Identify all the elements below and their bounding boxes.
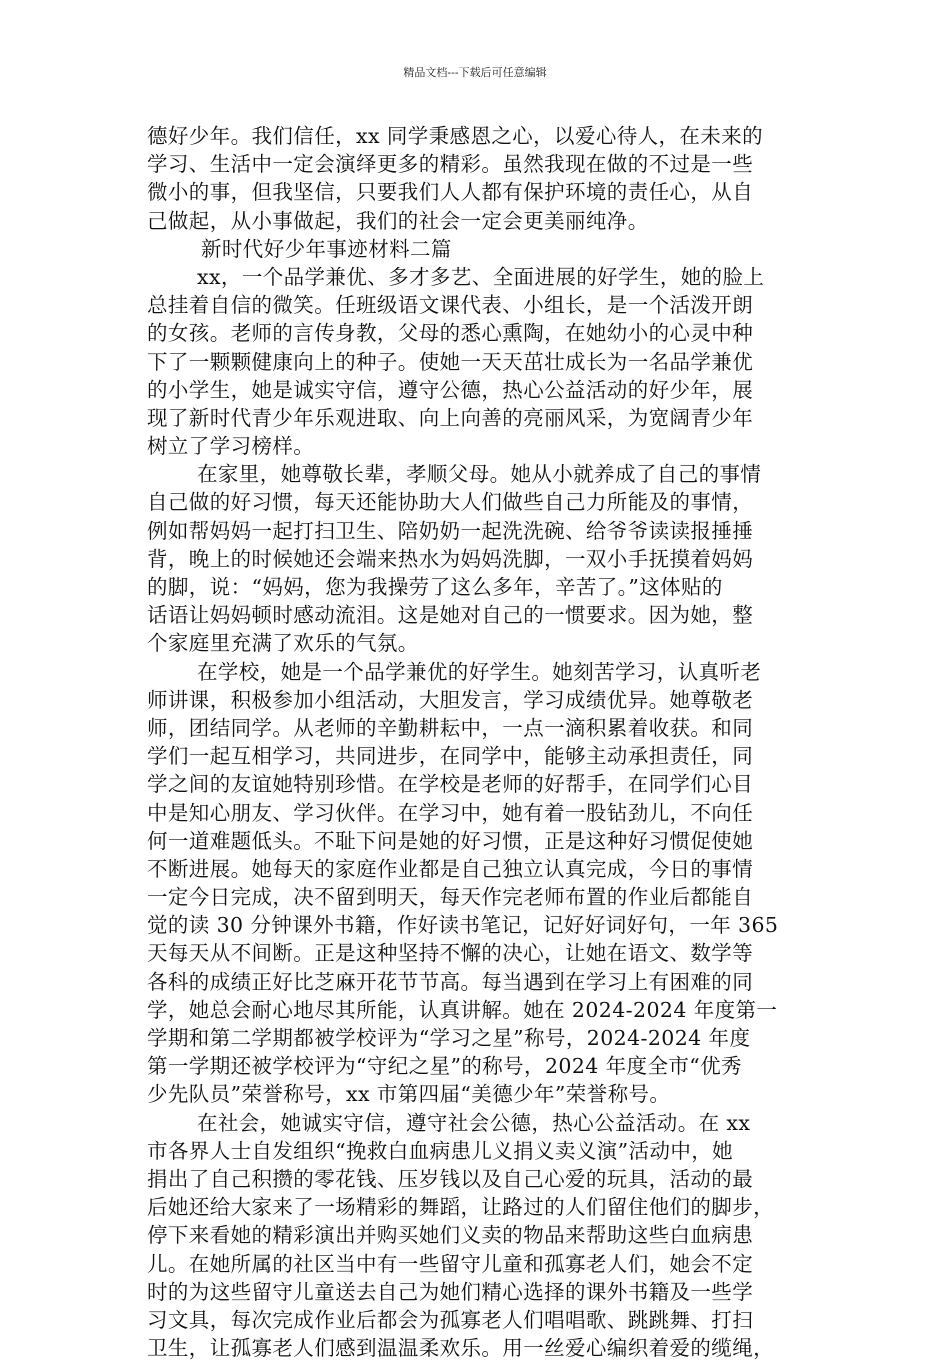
text-line: 少先队员”荣誉称号，xx 市第四届“美德少年”荣誉称号。 [147, 1082, 671, 1107]
text-line: 中是知心朋友、学习伙伴。在学习中，她有着一股钻劲儿，不向任 [147, 800, 754, 825]
text-line: 何一道难题低头。不耻下问是她的好习惯，正是这种好习惯促使她 [147, 828, 754, 853]
text-line: 市各界人士自发组织“挽救白血病患儿义捐义卖义演”活动中，她 [147, 1138, 734, 1163]
text-line: 微小的事，但我坚信，只要我们人人都有保护环境的责任心，从自 [147, 180, 754, 205]
text-line: 话语让妈妈顿时感动流泪。这是她对自己的一惯要求。因为她，整 [147, 603, 754, 628]
text-line: 卫生，让孤寡老人们感到温温柔欢乐。用一丝爱心编织着爱的缆绳， [147, 1336, 774, 1361]
text-line: 觉的读 30 分钟课外书籍，作好读书笔记，记好好词好句，一年 365 [147, 913, 779, 938]
text-line: 天每天从不间断。正是这种坚持不懈的决心，让她在语文、数学等 [147, 941, 754, 966]
text-line: 捐出了自己积攒的零花钱、压岁钱以及自己心爱的玩具，活动的最 [147, 1166, 754, 1191]
section-heading: 新时代好少年事迹材料二篇 [201, 236, 452, 261]
text-line: 的小学生，她是诚实守信，遵守公德，热心公益活动的好少年，展 [147, 377, 754, 402]
text-line: 师，团结同学。从老师的辛勤耕耘中，一点一滴积累着收获。和同 [147, 715, 754, 740]
text-line: 在家里，她尊敬长辈，孝顺父母。她从小就养成了自己的事情 [197, 462, 762, 487]
text-line: 学，她总会耐心地尽其所能，认真讲解。她在 2024-2024 年度第一 [147, 997, 778, 1022]
page-header: 精品文档---下载后可任意编辑 [403, 66, 547, 79]
text-line: 树立了学习榜样。 [147, 434, 315, 459]
text-line: 在社会，她诚实守信，遵守社会公德，热心公益活动。在 xx [197, 1110, 751, 1135]
text-line: 总挂着自信的微笑。任班级语文课代表、小组长，是一个活泼开朗 [147, 293, 754, 318]
text-line: 德好少年。我们信任，xx 同学秉感恩之心，以爱心待人，在未来的 [147, 124, 764, 148]
text-line: 儿。在她所属的社区当中有一些留守儿童和孤寡老人们，她会不定 [147, 1251, 754, 1276]
text-line: xx，一个品学兼优、多才多艺、全面进展的好学生，她的脸上 [197, 264, 765, 289]
text-line: 下了一颗颗健康向上的种子。使她一天天茁壮成长为一名品学兼优 [147, 349, 754, 374]
text-line: 的脚，说：“妈妈，您为我操劳了这么多年，辛苦了。”这体贴的 [147, 575, 723, 599]
text-line: 自己做的好习惯，每天还能协助大人们做些自己力所能及的事情， [147, 490, 754, 515]
text-line: 各科的成绩正好比芝麻开花节节高。每当遇到在学习上有困难的同 [147, 969, 754, 994]
text-line: 的女孩。老师的言传身教，父母的悉心熏陶，在她幼小的心灵中种 [147, 321, 754, 346]
text-line: 一定今日完成，决不留到明天，每天作完老师布置的作业后都能自 [147, 885, 754, 910]
text-line: 学期和第二学期都被学校评为“学习之星”称号，2024-2024 年度 [147, 1026, 751, 1050]
text-line: 学们一起互相学习，共同进步，在同学中，能够主动承担责任，同 [147, 744, 754, 769]
text-line: 己做起，从小事做起，我们的社会一定会更美丽纯净。 [147, 208, 649, 233]
text-line: 时的为这些留守儿童送去自己为她们精心选择的课外书籍及一些学 [147, 1279, 754, 1304]
text-line: 不断进展。她每天的家庭作业都是自己独立认真完成，今日的事情 [147, 856, 754, 881]
text-line: 学之间的友谊她特别珍惜。在学校是老师的好帮手，在同学们心目 [147, 772, 754, 797]
text-line: 现了新时代青少年乐观进取、向上向善的亮丽风采，为宽阔青少年 [147, 405, 754, 430]
text-line: 背，晚上的时候她还会端来热水为妈妈洗脚，一双小手抚摸着妈妈 [147, 546, 754, 571]
text-line: 第一学期还被学校评为“守纪之星”的称号，2024 年度全市“优秀 [147, 1054, 742, 1079]
text-line: 个家庭里充满了欢乐的气氛。 [147, 631, 419, 656]
text-line: 习文具，每次完成作业后都会为孤寡老人们唱唱歌、跳跳舞、打扫 [147, 1307, 754, 1332]
text-line: 师讲课，积极参加小组活动，大胆发言，学习成绩优异。她尊敬老 [147, 687, 754, 712]
text-line: 学习、生活中一定会演绎更多的精彩。虽然我现在做的不过是一些 [147, 152, 754, 177]
text-line: 停下来看她的精彩演出并购买她们义卖的物品来帮助这些白血病患 [147, 1223, 754, 1248]
text-line: 在学校，她是一个品学兼优的好学生。她刻苦学习，认真听老 [197, 659, 762, 684]
document-body [147, 122, 823, 1362]
text-line: 后她还给大家来了一场精彩的舞蹈，让路过的人们留住他们的脚步， [147, 1195, 774, 1220]
text-line: 例如帮妈妈一起打扫卫生、陪奶奶一起洗洗碗、给爷爷读读报捶捶 [147, 518, 754, 543]
